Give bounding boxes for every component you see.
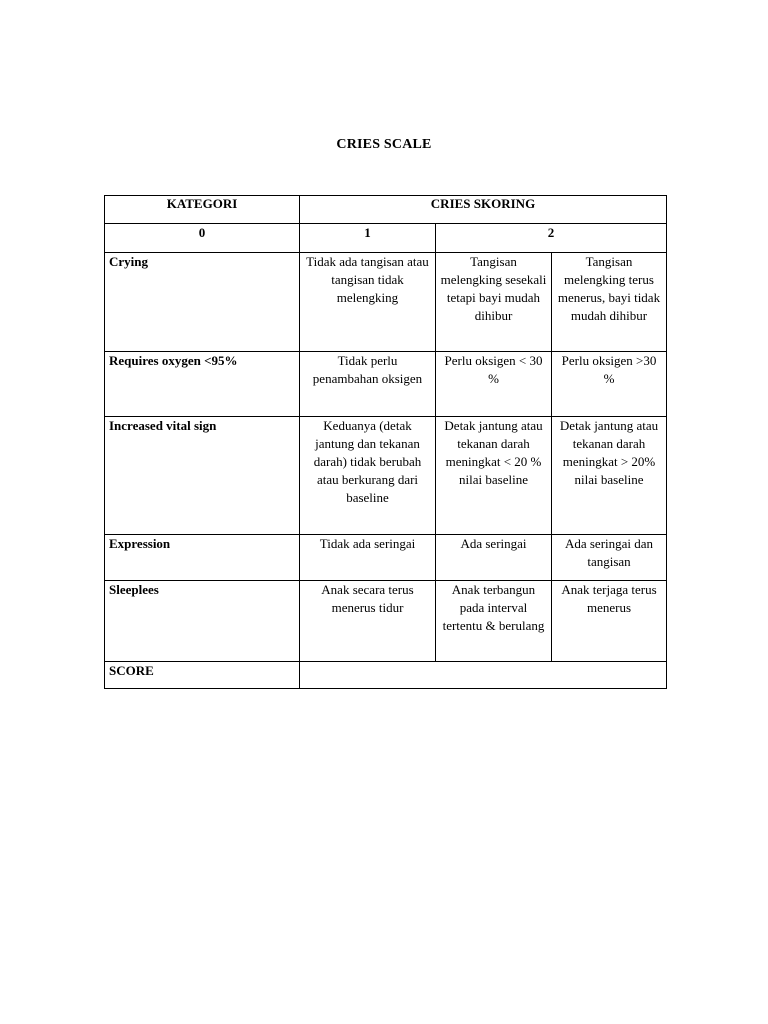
header-kategori: KATEGORI (105, 196, 300, 224)
cell-score-1: Anak terbangun pada interval tertentu & berulang (436, 581, 552, 662)
cries-scale-table (104, 195, 667, 689)
header-cries-skoring: CRIES SKORING (300, 196, 667, 224)
category-label: Requires oxygen <95% (105, 352, 300, 417)
cell-score-2: Detak jantung atau tekanan darah meningkat > 20% nilai baseline (552, 417, 667, 535)
category-label: Expression (105, 535, 300, 581)
score-column-0: 0 (105, 224, 300, 253)
score-value-cell (300, 662, 667, 689)
table-header-row (105, 196, 667, 224)
cell-score-2: Tangisan melengking terus menerus, bayi tidak mudah dihibur (552, 253, 667, 352)
cell-score-1: Ada seringai (436, 535, 552, 581)
score-label: SCORE (105, 662, 300, 689)
table-row-requires-oxygen (105, 352, 667, 417)
cell-score-0: Tidak ada seringai (300, 535, 436, 581)
cell-score-0: Tidak ada tangisan atau tangisan tidak melengking (300, 253, 436, 352)
category-label: Sleeplees (105, 581, 300, 662)
cell-score-1: Detak jantung atau tekanan darah meningkat < 20 % nilai baseline (436, 417, 552, 535)
cell-score-0: Tidak perlu penambahan oksigen (300, 352, 436, 417)
score-column-2: 2 (436, 224, 667, 253)
table-row-sleeplees (105, 581, 667, 662)
category-label: Increased vital sign (105, 417, 300, 535)
cell-score-2: Ada seringai dan tangisan (552, 535, 667, 581)
cell-score-0: Anak secara terus menerus tidur (300, 581, 436, 662)
cell-score-0: Keduanya (detak jantung dan tekanan darah) tidak berubah atau berkurang dari baseline (300, 417, 436, 535)
cell-score-1: Tangisan melengking sesekali tetapi bayi mudah dihibur (436, 253, 552, 352)
table-row-increased-vital-sign (105, 417, 667, 535)
category-label: Crying (105, 253, 300, 352)
table-row-expression (105, 535, 667, 581)
score-columns-row (105, 224, 667, 253)
cell-score-1: Perlu oksigen < 30 % (436, 352, 552, 417)
cell-score-2: Anak terjaga terus menerus (552, 581, 667, 662)
page-title: CRIES SCALE (336, 137, 432, 152)
score-column-1: 1 (300, 224, 436, 253)
table-row-score (105, 662, 667, 689)
table-row-crying (105, 253, 667, 352)
cell-score-2: Perlu oksigen >30 % (552, 352, 667, 417)
